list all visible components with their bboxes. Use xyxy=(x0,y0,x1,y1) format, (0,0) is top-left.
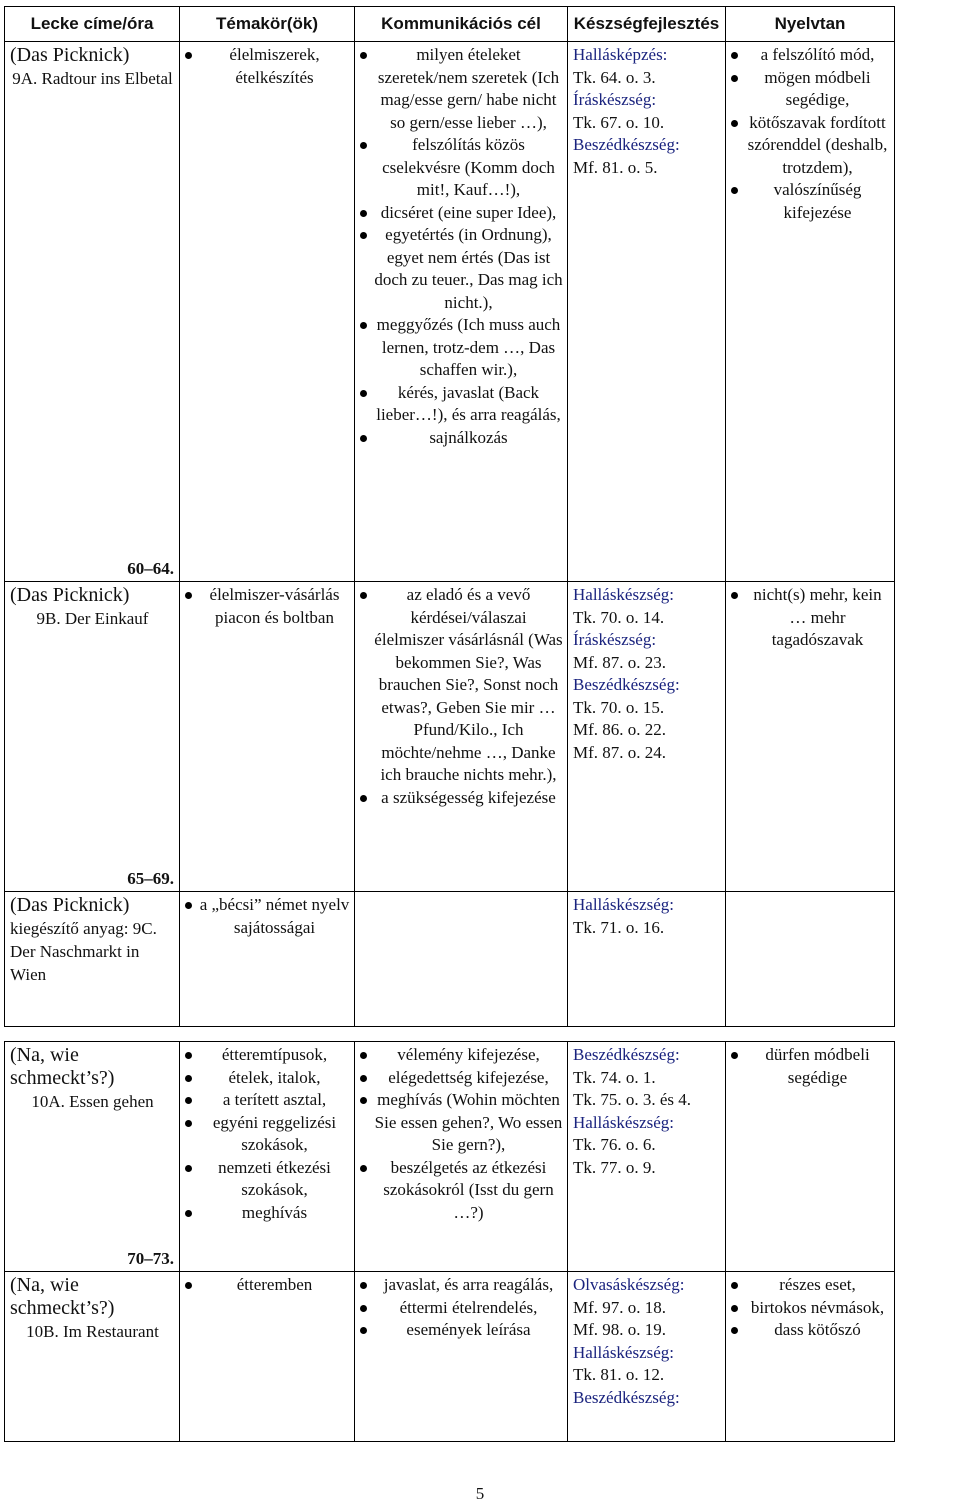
lesson-subtitle: 9A. Radtour ins Elbetal xyxy=(12,69,173,88)
topic-item xyxy=(185,44,350,89)
topic-item xyxy=(185,1274,350,1297)
lesson-pages: 70–73. xyxy=(127,1249,174,1268)
grammar-text: kötőszavak fordított szórenddel (deshalb, trotzdem), xyxy=(747,112,888,177)
grammar-text: birtokos névmások, xyxy=(750,1297,885,1317)
skill-label: Íráskészség: xyxy=(573,90,657,109)
skill-reference: Tk. 75. o. 3. és 4. xyxy=(573,1090,692,1109)
goal-list xyxy=(360,44,563,449)
lesson-pages: 65–69. xyxy=(127,869,174,888)
bullet-icon xyxy=(360,52,367,59)
goal-text: meggyőzés (Ich muss auch lernen, trotz-dem …, Das schaffen wir.), xyxy=(376,315,561,379)
skill-reference: Tk. 77. o. 9. xyxy=(573,1157,656,1177)
skill-reference: Mf. 87. o. 23. xyxy=(573,652,667,672)
bullet-icon xyxy=(185,52,192,59)
goal-text: kérés, javaslat (Back lieber…!), és arra reagálás, xyxy=(376,382,561,424)
goal-item xyxy=(360,1319,563,1342)
skill-label: Beszédkészség: xyxy=(573,1045,680,1064)
goal-item xyxy=(360,202,563,225)
grammar-item xyxy=(731,584,890,652)
lesson-subtitle: 9B. Der Einkauf xyxy=(36,609,149,628)
goal-item xyxy=(360,1089,563,1157)
topic-list xyxy=(185,894,350,939)
topic-text: meghívás xyxy=(241,1202,308,1222)
bullet-icon xyxy=(360,1052,367,1059)
skills-cell xyxy=(568,582,726,892)
goal-text: elégedettség kifejezése, xyxy=(388,1067,549,1087)
bullet-icon xyxy=(185,902,192,909)
topics-cell xyxy=(180,1042,355,1272)
skill-reference: Tk. 67. o. 10. xyxy=(573,112,665,132)
bullet-icon xyxy=(731,1305,738,1312)
goals-cell xyxy=(355,1272,568,1442)
grammar-text: dürfen módbeli segédige xyxy=(765,1045,870,1087)
grammar-text: dass kötőszó xyxy=(774,1320,861,1339)
goal-text: egyetértés (in Ordnung), egyet nem értés (Das ist doch zu teuer., Das mag ich nicht.), xyxy=(374,225,563,312)
goal-item xyxy=(360,584,563,787)
bullet-icon xyxy=(731,1052,738,1059)
skill-label: Íráskészség: xyxy=(573,630,657,649)
grammar-item xyxy=(731,1274,890,1297)
goal-item xyxy=(360,1297,563,1320)
skill-reference: Tk. 64. o. 3. xyxy=(573,67,656,87)
goal-text: sajnálkozás xyxy=(429,427,508,447)
header-skills: Készségfejlesztés xyxy=(568,7,726,42)
lesson-title: (Na, wie schmeckt’s?) xyxy=(10,1274,115,1319)
lesson-title: (Das Picknick) xyxy=(10,44,130,66)
bullet-icon xyxy=(185,592,192,599)
grammar-text: a felszólító mód, xyxy=(760,45,875,64)
grammar-list xyxy=(731,1044,890,1089)
goal-item xyxy=(360,427,563,450)
lesson-cell xyxy=(5,1042,180,1272)
topic-text: élelmiszerek, ételkészítés xyxy=(229,45,320,87)
lesson-cell xyxy=(5,892,180,1027)
goal-item xyxy=(360,1067,563,1090)
skill-reference: Tk. 81. o. 12. xyxy=(573,1365,665,1384)
goals-cell xyxy=(355,1042,568,1272)
lesson-extra: kiegészítő anyag: 9C. Der Naschmarkt in Wien xyxy=(10,919,157,984)
bullet-icon xyxy=(360,1305,367,1312)
grammar-cell xyxy=(726,892,895,1027)
skill-reference: Mf. 97. o. 18. xyxy=(573,1297,667,1317)
bullet-icon xyxy=(360,1075,367,1082)
skill-reference: Tk. 74. o. 1. xyxy=(573,1067,656,1087)
topic-text: ételek, italok, xyxy=(228,1067,321,1087)
bullet-icon xyxy=(360,210,367,217)
skill-reference: Tk. 76. o. 6. xyxy=(573,1135,656,1154)
bullet-icon xyxy=(360,795,367,802)
goal-item xyxy=(360,224,563,314)
goal-list xyxy=(360,1274,563,1342)
bullet-icon xyxy=(731,592,738,599)
bullet-icon xyxy=(360,142,367,149)
skill-label: Beszédkészség: xyxy=(573,135,680,154)
lesson-title: (Na, wie schmeckt’s?) xyxy=(10,1044,115,1089)
skills-cell xyxy=(568,42,726,582)
goal-text: milyen ételeket szeretek/nem szeretek (Ich mag/esse gern/ habe nicht so gern/esse lieber …), xyxy=(377,45,560,132)
topic-text: élelmiszer-vásárlás piacon és boltban xyxy=(209,585,340,627)
lesson-row xyxy=(5,582,895,892)
bullet-icon xyxy=(185,1120,192,1127)
grammar-list xyxy=(731,1274,890,1342)
topic-text: a terített asztal, xyxy=(222,1090,327,1109)
goal-item xyxy=(360,314,563,382)
lesson-row xyxy=(5,42,895,582)
goal-text: dicséret (eine super Idee), xyxy=(380,202,557,222)
grammar-cell xyxy=(726,42,895,582)
lesson-row xyxy=(5,1042,895,1272)
bullet-icon xyxy=(731,1282,738,1289)
bullet-icon xyxy=(185,1097,192,1104)
bullet-icon xyxy=(360,1282,367,1289)
topic-list xyxy=(185,1044,350,1224)
bullet-icon xyxy=(360,1327,367,1334)
topic-text: nemzeti étkezési szokások, xyxy=(218,1157,331,1199)
topic-item xyxy=(185,1202,350,1225)
curriculum-table-2 xyxy=(4,1041,895,1442)
skills-cell xyxy=(568,1042,726,1272)
goals-cell xyxy=(355,892,568,1027)
lesson-title: (Das Picknick) xyxy=(10,584,130,606)
skill-label: Halláskészség: xyxy=(573,1342,675,1362)
topic-text: a „bécsi” német nyelv sajátosságai xyxy=(199,895,350,937)
header-topics: Témakör(ök) xyxy=(180,7,355,42)
topic-item xyxy=(185,894,350,939)
skill-reference: Tk. 71. o. 16. xyxy=(573,917,665,937)
skill-label: Beszédkészség: xyxy=(573,675,680,694)
topic-text: egyéni reggelizési szokások, xyxy=(212,1112,337,1154)
grammar-item xyxy=(731,112,890,180)
grammar-item xyxy=(731,1044,890,1089)
bullet-icon xyxy=(185,1075,192,1082)
header-grammar: Nyelvtan xyxy=(726,7,895,42)
grammar-cell xyxy=(726,582,895,892)
header-lesson-title: Lecke címe/óra xyxy=(5,7,180,42)
header-row xyxy=(5,7,895,42)
skill-reference: Mf. 86. o. 22. xyxy=(573,720,667,739)
grammar-item xyxy=(731,179,890,224)
lesson-cell xyxy=(5,1272,180,1442)
goal-item xyxy=(360,1044,563,1067)
bullet-icon xyxy=(731,1327,738,1334)
grammar-list xyxy=(731,44,890,224)
goal-text: vélemény kifejezése, xyxy=(397,1045,540,1064)
topic-item xyxy=(185,1157,350,1202)
grammar-text: részes eset, xyxy=(779,1275,856,1294)
goal-item xyxy=(360,1157,563,1225)
bullet-icon xyxy=(185,1165,192,1172)
skill-label: Halláskészség: xyxy=(573,585,675,604)
skills-cell xyxy=(568,892,726,1027)
grammar-text: nicht(s) mehr, kein … mehr tagadószavak xyxy=(753,585,882,649)
topic-item xyxy=(185,1089,350,1112)
goal-text: események leírása xyxy=(406,1320,531,1339)
lesson-row xyxy=(5,892,895,1027)
goal-text: beszélgetés az étkezési szokásokról (Isst du gern …?) xyxy=(383,1157,554,1222)
goal-text: javaslat, és arra reagálás, xyxy=(383,1275,554,1294)
lesson-cell xyxy=(5,582,180,892)
skill-label: Halláskészség: xyxy=(573,1112,675,1132)
topic-item xyxy=(185,1112,350,1157)
goals-cell xyxy=(355,582,568,892)
bullet-icon xyxy=(731,75,738,82)
bullet-icon xyxy=(360,435,367,442)
goal-item xyxy=(360,382,563,427)
skills-cell xyxy=(568,1272,726,1442)
skill-label: Beszédkészség: xyxy=(573,1387,680,1407)
topic-text: étteremben xyxy=(236,1275,313,1294)
topic-list xyxy=(185,44,350,89)
topic-item xyxy=(185,584,350,629)
grammar-text: valószínűség kifejezése xyxy=(773,180,862,222)
skill-reference: Mf. 87. o. 24. xyxy=(573,742,667,762)
goal-list xyxy=(360,1044,563,1224)
grammar-text: mögen módbeli segédige, xyxy=(764,67,871,109)
goal-text: éttermi ételrendelés, xyxy=(399,1297,538,1317)
topic-item xyxy=(185,1067,350,1090)
lesson-cell xyxy=(5,42,180,582)
bullet-icon xyxy=(731,120,738,127)
bullet-icon xyxy=(360,1165,367,1172)
goal-text: meghívás (Wohin möchten Sie essen gehen?, Wo essen Sie gern?), xyxy=(374,1090,563,1154)
bullet-icon xyxy=(185,1052,192,1059)
bullet-icon xyxy=(731,52,738,59)
bullet-icon xyxy=(360,1097,367,1104)
goal-item xyxy=(360,134,563,202)
goal-text: felszólítás közös cselekvésre (Komm doch mit!, Kauf…!), xyxy=(382,135,555,199)
topics-cell xyxy=(180,892,355,1027)
page-number: 5 xyxy=(475,1484,485,1503)
skill-label: Olvasáskészség: xyxy=(573,1275,685,1294)
goal-text: az eladó és a vevő kérdései/válaszai élelmiszer vásárlásnál (Was bekommen Sie?, Was brauchen Sie?, Sonst noch etwas?, Geben Sie mir … Pfund/Kilo., Ich möchte/nehme …, Danke ich brauche nichts mehr.), xyxy=(374,585,563,784)
bullet-icon xyxy=(360,390,367,397)
topic-item xyxy=(185,1044,350,1067)
skill-reference: Tk. 70. o. 15. xyxy=(573,697,665,717)
skill-label: Halláskészség: xyxy=(573,895,675,914)
goal-item xyxy=(360,1274,563,1297)
goal-item xyxy=(360,787,563,810)
topic-list xyxy=(185,584,350,629)
lesson-subtitle: 10A. Essen gehen xyxy=(31,1092,154,1111)
topics-cell xyxy=(180,582,355,892)
lesson-row xyxy=(5,1272,895,1442)
bullet-icon xyxy=(731,187,738,194)
grammar-item xyxy=(731,1297,890,1320)
bullet-icon xyxy=(185,1210,192,1217)
lesson-subtitle: 10B. Im Restaurant xyxy=(26,1322,159,1341)
skill-reference: Mf. 81. o. 5. xyxy=(573,157,658,177)
bullet-icon xyxy=(360,232,367,239)
topics-cell xyxy=(180,42,355,582)
bullet-icon xyxy=(360,592,367,599)
grammar-item xyxy=(731,1319,890,1342)
goal-item xyxy=(360,44,563,134)
goal-text: a szükségesség kifejezése xyxy=(381,787,556,807)
lesson-title: (Das Picknick) xyxy=(10,894,130,916)
bullet-icon xyxy=(360,322,367,329)
goals-cell xyxy=(355,42,568,582)
header-communication-goal: Kommunikációs cél xyxy=(355,7,568,42)
grammar-cell xyxy=(726,1272,895,1442)
topic-list xyxy=(185,1274,350,1297)
skill-reference: Mf. 98. o. 19. xyxy=(573,1320,667,1339)
grammar-item xyxy=(731,67,890,112)
bullet-icon xyxy=(185,1282,192,1289)
curriculum-table-1 xyxy=(4,6,895,1027)
skill-label: Hallásképzés: xyxy=(573,45,668,64)
lesson-pages: 60–64. xyxy=(127,559,174,578)
grammar-cell xyxy=(726,1042,895,1272)
topics-cell xyxy=(180,1272,355,1442)
grammar-list xyxy=(731,584,890,652)
topic-text: étteremtípusok, xyxy=(221,1045,328,1064)
skill-reference: Tk. 70. o. 14. xyxy=(573,607,665,627)
grammar-item xyxy=(731,44,890,67)
goal-list xyxy=(360,584,563,809)
